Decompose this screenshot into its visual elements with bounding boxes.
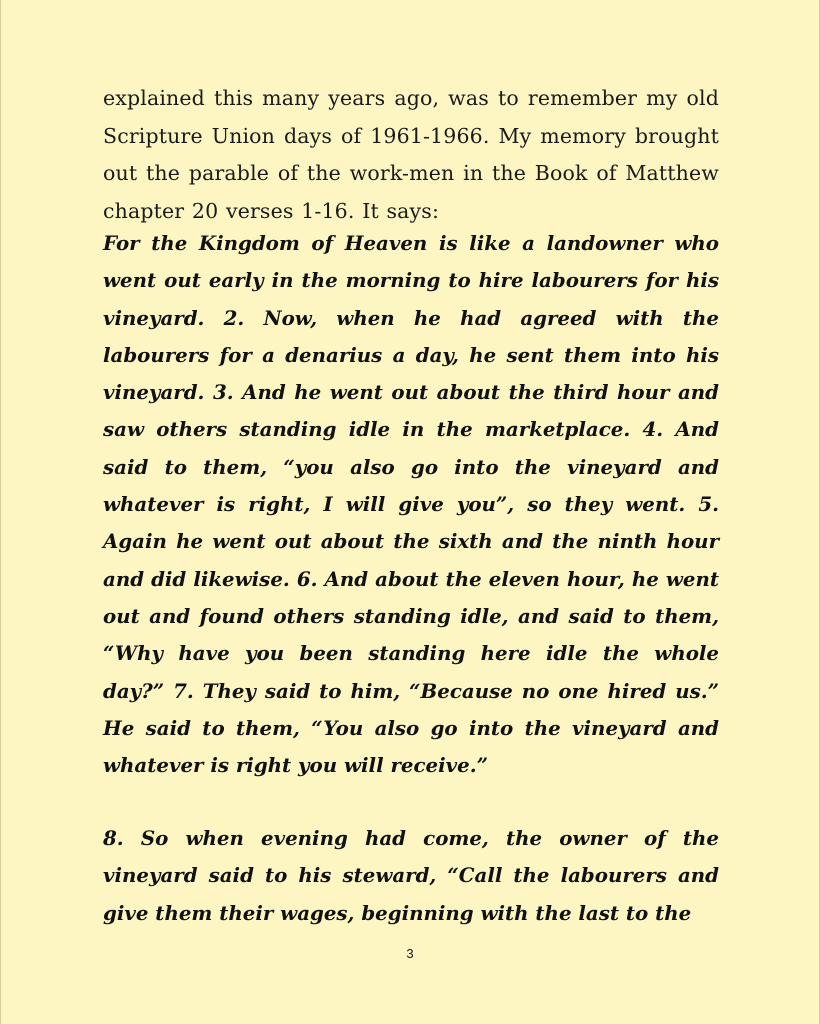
intro-paragraph: explained this many years ago, was to remember my old Scripture Union days of 1961-1966. My memory brought out the parable of the work-men in the Book of Matthew chapter 20 verses 1-16. It says: — [103, 86, 719, 223]
scripture-quote-paragraph: For the Kingdom of Heaven is like a landowner who went out early in the morning to hire labourers for his vineyard. 2. Now, when he had agreed with the labourers for a denarius a day, he sent them into his vineyard. 3. And he went out about the third hour and saw others standing idle in the marketplace. 4. And said to them, “you also go into the vineyard and whatever is right, I will give you”, so they went. 5. Again he went out about the sixth and the ninth hour and did likewise. 6. And about the eleven hour, he went out and found others standing idle, and said to them, “Why have you been standing here idle the whole day?” 7. They said to him, “Because no one hired us.” He said to them, “You also go into the vineyard and whatever is right you will receive.” — [103, 231, 719, 778]
page-number: 3 — [406, 946, 414, 961]
scripture-quote-continuation: 8. So when evening had come, the owner of the vineyard said to his steward, “Call the labourers and give them their wages, beginning with the last to the — [103, 826, 719, 925]
